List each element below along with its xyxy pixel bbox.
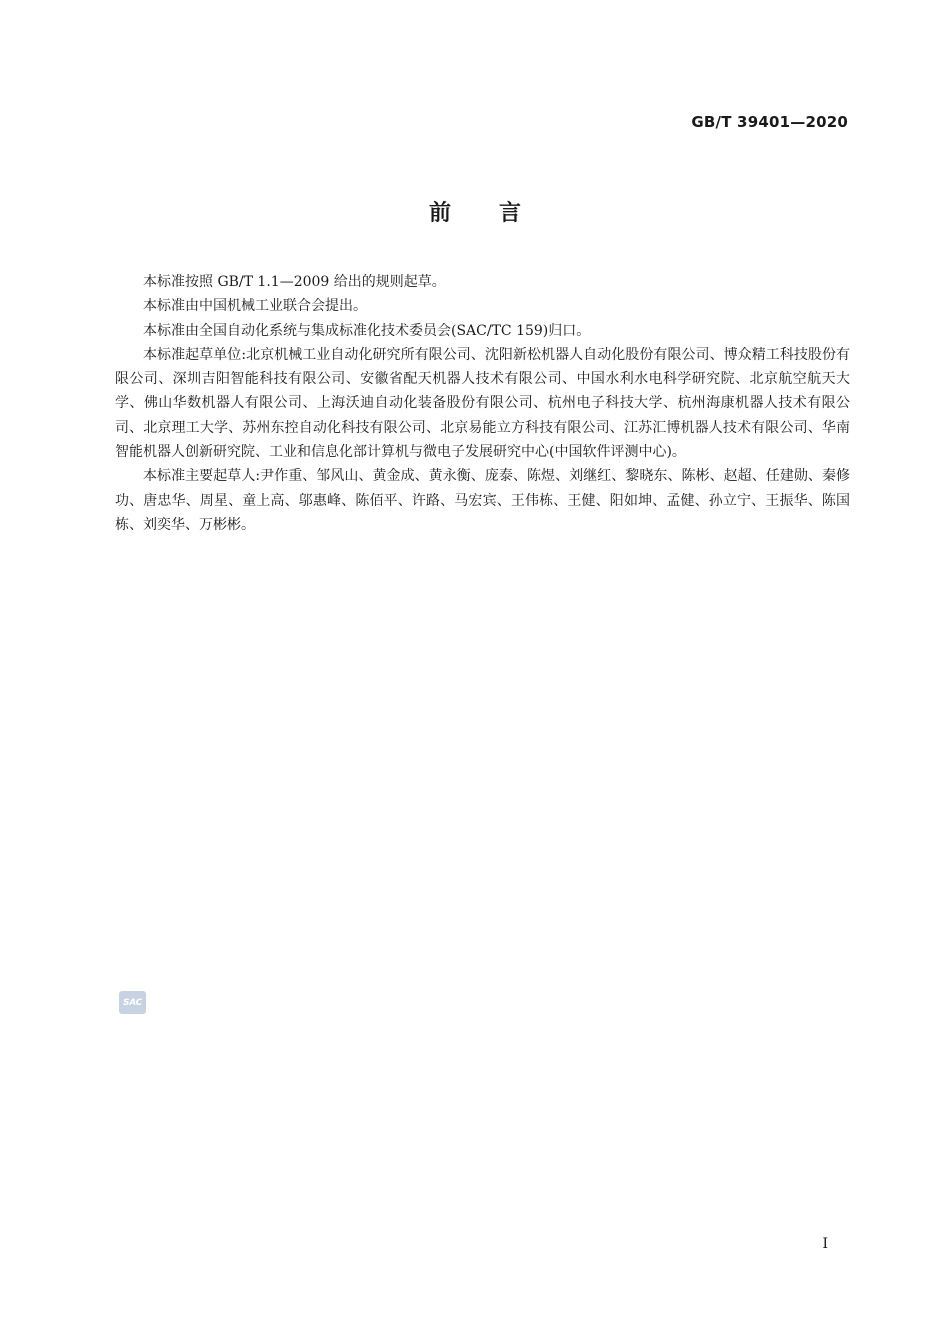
sac-logo-icon (119, 991, 146, 1014)
page-number: I (822, 1236, 828, 1252)
page-title: 前言 (428, 201, 569, 226)
paragraph-drafting-units: 本标准起草单位:北京机械工业自动化研究所有限公司、沈阳新松机器人自动化股份有限公司、博众精工科技股份有限公司、深圳吉阳智能科技有限公司、安徽省配天机器人技术有限公司、中国水利水电科学研究院、北京航空航天大学、佛山华数机器人有限公司、上海沃迪自动化装备股份有限公司、杭州电子科技大学、杭州海康机器人技术有限公司、北京理工大学、苏州东控自动化科技有限公司、北京易能立方科技有限公司、江苏汇博机器人技术有限公司、华南智能机器人创新研究院、工业和信息化部计算机与微电子发展研究中心(中国软件评测中心)。 (115, 346, 850, 461)
foreword-body (115, 270, 850, 537)
sac-logo-text: SAC (123, 997, 142, 1008)
paragraph-drafting-rules: 本标准按照 GB/T 1.1—2009 给出的规则起草。 (143, 274, 446, 290)
paragraph-proposer: 本标准由中国机械工业联合会提出。 (143, 298, 367, 315)
paragraph-main-drafters: 本标准主要起草人:尹作重、邹风山、黄金成、黄永衡、庞泰、陈煜、刘继红、黎晓东、陈彬、赵超、任建勋、秦修功、唐忠华、周星、童上高、邬惠峰、陈佰平、许路、马宏宾、王伟栋、王健、阳如坤、孟健、孙立宁、王振华、陈国栋、刘奕华、万彬彬。 (115, 468, 850, 533)
standard-number: GB/T 39401—2020 (691, 113, 848, 131)
paragraph-centralized-unit: 本标准由全国自动化系统与集成标准化技术委员会(SAC/TC 159)归口。 (143, 322, 591, 339)
